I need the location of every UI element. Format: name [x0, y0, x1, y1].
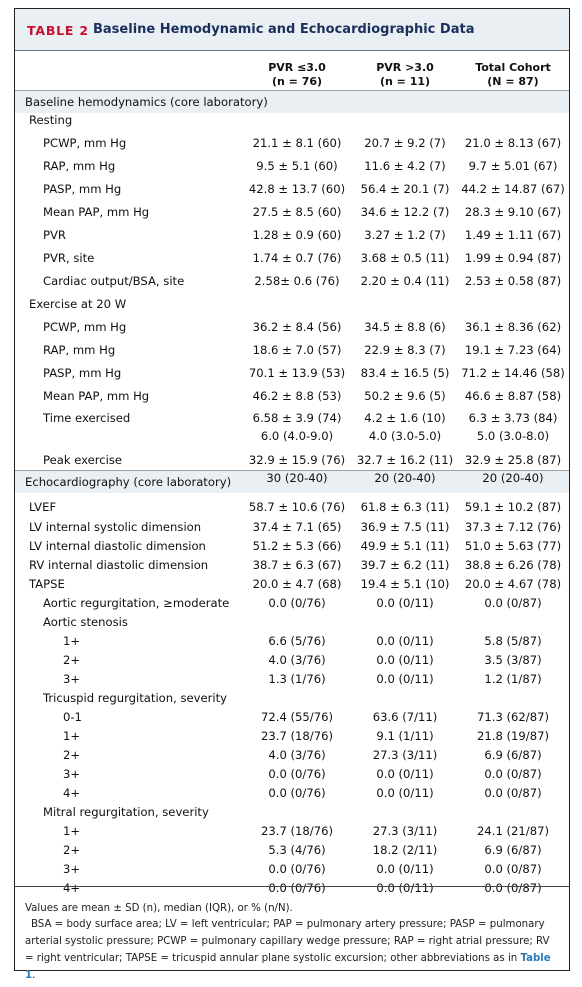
row-value-col3: 51.0 ± 5.63 (77) — [464, 539, 562, 553]
row-value-col2: 19.4 ± 5.1 (10) — [360, 577, 450, 591]
row-value-col1: 2.58± 0.6 (76) — [254, 274, 340, 288]
row-value-col1: 18.6 ± 7.0 (57) — [252, 343, 342, 357]
column-header-name: Total Cohort — [475, 61, 551, 74]
row-label: Aortic stenosis — [43, 615, 128, 629]
row-label: Mean PAP, mm Hg — [43, 389, 150, 403]
row-value-col1: 6.6 (5/76) — [268, 634, 326, 648]
row-value-col2: 0.0 (0/11) — [376, 862, 434, 876]
row-value-col3: 6.9 (6/87) — [484, 843, 542, 857]
row-value-col3: 1.99 ± 0.94 (87) — [464, 251, 562, 265]
table-label: TABLE 2 — [27, 23, 89, 38]
row-value-col2: 0.0 (0/11) — [376, 596, 434, 610]
row-label: Cardiac output/BSA, site — [43, 274, 185, 288]
row-value-col3: 37.3 ± 7.12 (76) — [464, 520, 562, 534]
row-value-col2: 36.9 ± 7.5 (11) — [360, 520, 450, 534]
row-value-col1: 9.5 ± 5.1 (60) — [256, 159, 338, 173]
row-label: 2+ — [63, 843, 81, 857]
row-value-col1: 42.8 ± 13.7 (60) — [248, 182, 346, 196]
row-value-col3: 28.3 ± 9.10 (67) — [464, 205, 562, 219]
row-value-col2: 3.68 ± 0.5 (11) — [360, 251, 450, 265]
section-title: Echocardiography (core laboratory) — [25, 475, 232, 489]
row-value-col2: 39.7 ± 6.2 (11) — [360, 558, 450, 572]
row-label: LV internal diastolic dimension — [29, 539, 206, 553]
row-value-col1: 36.2 ± 8.4 (56) — [252, 320, 342, 334]
column-header-n: (n = 11) — [379, 75, 431, 88]
row-value-col2: 61.8 ± 6.3 (11) — [360, 500, 450, 514]
row-value-col2: 20.7 ± 9.2 (7) — [364, 136, 446, 150]
row-label: LVEF — [29, 500, 57, 514]
row-value-col3: 71.2 ± 14.46 (58) — [461, 366, 565, 380]
row-value-col3: 0.0 (0/87) — [484, 786, 542, 800]
row-label: 1+ — [63, 729, 81, 743]
footnote-divider — [15, 886, 569, 887]
row-label: PVR — [43, 228, 66, 242]
row-value-col3: 5.8 (5/87) — [484, 634, 542, 648]
row-value-col3: 0.0 (0/87) — [484, 881, 542, 895]
row-value-col1: 0.0 (0/76) — [268, 596, 326, 610]
row-value-col2: 4.0 (3.0-5.0) — [368, 429, 442, 443]
row-value-col2: 4.2 ± 1.6 (10) — [364, 411, 446, 425]
row-label: Time exercised — [43, 411, 131, 425]
row-value-col1: 51.2 ± 5.3 (66) — [252, 539, 342, 553]
row-value-col2: 49.9 ± 5.1 (11) — [360, 539, 450, 553]
row-value-col2: 83.4 ± 16.5 (5) — [360, 366, 450, 380]
row-label: 1+ — [63, 634, 81, 648]
row-value-col3: 1.2 (1/87) — [484, 672, 542, 686]
row-value-col3: 0.0 (0/87) — [484, 862, 542, 876]
row-value-col2: 11.6 ± 4.2 (7) — [364, 159, 446, 173]
row-value-col3: 2.53 ± 0.58 (87) — [464, 274, 562, 288]
row-value-col1: 0.0 (0/76) — [268, 767, 326, 781]
row-value-col2: 56.4 ± 20.1 (7) — [360, 182, 450, 196]
row-value-col2: 2.20 ± 0.4 (11) — [360, 274, 450, 288]
row-label: Peak exercise — [43, 453, 123, 467]
row-label: PCWP, mm Hg — [43, 320, 127, 334]
row-value-col1: 0.0 (0/76) — [268, 786, 326, 800]
row-value-col2: 20 (20-40) — [374, 471, 436, 485]
row-value-col1: 4.0 (3/76) — [268, 653, 326, 667]
row-value-col2: 3.27 ± 1.2 (7) — [364, 228, 446, 242]
row-value-col1: 30 (20-40) — [266, 471, 328, 485]
row-label: 3+ — [63, 862, 81, 876]
row-value-col1: 20.0 ± 4.7 (68) — [252, 577, 342, 591]
row-value-col1: 0.0 (0/76) — [268, 862, 326, 876]
row-value-col3: 36.1 ± 8.36 (62) — [464, 320, 562, 334]
row-value-col1: 0.0 (0/76) — [268, 881, 326, 895]
row-value-col2: 0.0 (0/11) — [376, 634, 434, 648]
row-value-col1: 38.7 ± 6.3 (67) — [252, 558, 342, 572]
row-label: 3+ — [63, 672, 81, 686]
values-footnote: Values are mean ± SD (n), median (IQR), or % (n/N). — [25, 903, 293, 914]
row-value-col3: 21.0 ± 8.13 (67) — [464, 136, 562, 150]
row-value-col1: 27.5 ± 8.5 (60) — [252, 205, 342, 219]
row-value-col2: 9.1 (1/11) — [376, 729, 434, 743]
row-value-col2: 0.0 (0/11) — [376, 672, 434, 686]
row-label: PASP, mm Hg — [43, 182, 122, 196]
section-title: Baseline hemodynamics (core laboratory) — [25, 95, 268, 109]
row-label: Tricuspid regurgitation, severity — [43, 691, 228, 705]
row-value-col3: 5.0 (3.0-8.0) — [476, 429, 550, 443]
row-label: PASP, mm Hg — [43, 366, 122, 380]
row-value-col2: 50.2 ± 9.6 (5) — [364, 389, 446, 403]
row-value-col3: 19.1 ± 7.23 (64) — [464, 343, 562, 357]
row-label: Resting — [29, 113, 73, 127]
table-frame — [14, 8, 570, 981]
row-value-col1: 1.28 ± 0.9 (60) — [252, 228, 342, 242]
row-label: RAP, mm Hg — [43, 159, 116, 173]
row-value-col3: 46.6 ± 8.87 (58) — [464, 389, 562, 403]
row-value-col2: 0.0 (0/11) — [376, 786, 434, 800]
row-value-col3: 6.9 (6/87) — [484, 748, 542, 762]
row-value-col1: 23.7 (18/76) — [261, 729, 333, 743]
row-value-col1: 5.3 (4/76) — [268, 843, 326, 857]
row-value-col1: 1.3 (1/76) — [268, 672, 326, 686]
row-value-col3: 59.1 ± 10.2 (87) — [464, 500, 562, 514]
row-label: 1+ — [63, 824, 81, 838]
row-label: 0-1 — [63, 710, 82, 724]
row-value-col1: 32.9 ± 15.9 (76) — [248, 453, 346, 467]
row-value-col3: 32.9 ± 25.8 (87) — [464, 453, 562, 467]
row-value-col1: 6.0 (4.0-9.0) — [260, 429, 334, 443]
row-value-col2: 27.3 (3/11) — [372, 824, 438, 838]
row-value-col3: 44.2 ± 14.87 (67) — [461, 182, 565, 196]
row-value-col3: 0.0 (0/87) — [484, 767, 542, 781]
row-label: RAP, mm Hg — [43, 343, 116, 357]
row-value-col2: 0.0 (0/11) — [376, 881, 434, 895]
row-value-col1: 58.7 ± 10.6 (76) — [248, 500, 346, 514]
row-label: LV internal systolic dimension — [29, 520, 202, 534]
column-header-n: (N = 87) — [487, 75, 539, 88]
row-label: Exercise at 20 W — [29, 297, 127, 311]
row-value-col3: 38.8 ± 6.26 (78) — [464, 558, 562, 572]
row-value-col2: 34.6 ± 12.2 (7) — [360, 205, 450, 219]
row-value-col1: 37.4 ± 7.1 (65) — [252, 520, 342, 534]
column-header-name: PVR ≤3.0 — [268, 61, 326, 74]
row-value-col2: 22.9 ± 8.3 (7) — [364, 343, 446, 357]
row-label: Aortic regurgitation, ≥moderate — [43, 596, 230, 610]
row-value-col2: 63.6 (7/11) — [372, 710, 438, 724]
row-value-col2: 0.0 (0/11) — [376, 653, 434, 667]
row-value-col1: 23.7 (18/76) — [261, 824, 333, 838]
row-label: 3+ — [63, 767, 81, 781]
row-label: PVR, site — [43, 251, 95, 265]
row-value-col1: 1.74 ± 0.7 (76) — [252, 251, 342, 265]
row-value-col1: 72.4 (55/76) — [261, 710, 333, 724]
row-value-col1: 46.2 ± 8.8 (53) — [252, 389, 342, 403]
row-value-col1: 70.1 ± 13.9 (53) — [248, 366, 346, 380]
row-value-col3: 3.5 (3/87) — [484, 653, 542, 667]
row-label: RV internal diastolic dimension — [29, 558, 209, 572]
row-label: 4+ — [63, 881, 81, 895]
row-value-col2: 34.5 ± 8.8 (6) — [364, 320, 446, 334]
row-label: 2+ — [63, 748, 81, 762]
row-value-col3: 21.8 (19/87) — [477, 729, 549, 743]
column-header-total — [455, 61, 571, 89]
row-value-col3: 20.0 ± 4.67 (78) — [464, 577, 562, 591]
row-value-col1: 21.1 ± 8.1 (60) — [252, 136, 342, 150]
row-value-col2: 18.2 (2/11) — [372, 843, 438, 857]
row-value-col3: 20 (20-40) — [482, 471, 544, 485]
row-value-col2: 27.3 (3/11) — [372, 748, 438, 762]
row-value-col3: 0.0 (0/87) — [484, 596, 542, 610]
abbreviations-text: BSA = body surface area; LV = left ventricular; PAP = pulmonary artery pressure; PASP = pulmonary arterial systolic pressure; PCWP = pulmonary capillary wedge pressure; RAP = right atrial pressure; RV = right ventricular; TAPSE = tricuspid annular plane systolic excursion; other abbreviations as in — [25, 919, 550, 964]
row-label: PCWP, mm Hg — [43, 136, 127, 150]
row-value-col3: 6.3 ± 3.73 (84) — [468, 411, 558, 425]
table-title: Baseline Hemodynamic and Echocardiographic Data — [93, 22, 475, 37]
column-header-pvr-high — [355, 61, 455, 89]
row-value-col1: 4.0 (3/76) — [268, 748, 326, 762]
section-header-hemodynamics — [15, 90, 569, 113]
table-1-link[interactable]: Table 1 — [25, 953, 551, 981]
table-title-bar — [15, 9, 569, 51]
row-label: TAPSE — [29, 577, 65, 591]
row-label: 4+ — [63, 786, 81, 800]
row-value-col3: 1.49 ± 1.11 (67) — [464, 228, 562, 242]
row-value-col2: 0.0 (0/11) — [376, 767, 434, 781]
column-header-n: (n = 76) — [271, 75, 323, 88]
row-label: Mitral regurgitation, severity — [43, 805, 209, 819]
footnote-end: . — [32, 970, 36, 981]
row-value-col3: 71.3 (62/87) — [477, 710, 549, 724]
row-value-col2: 32.7 ± 16.2 (11) — [356, 453, 454, 467]
row-label: Mean PAP, mm Hg — [43, 205, 150, 219]
abbreviations-footnote — [25, 916, 560, 984]
row-value-col1: 6.58 ± 3.9 (74) — [252, 411, 342, 425]
column-header-pvr-low — [237, 61, 357, 89]
row-value-col3: 9.7 ± 5.01 (67) — [468, 159, 558, 173]
column-header-name: PVR >3.0 — [376, 61, 434, 74]
row-value-col3: 24.1 (21/87) — [477, 824, 549, 838]
row-label: 2+ — [63, 653, 81, 667]
